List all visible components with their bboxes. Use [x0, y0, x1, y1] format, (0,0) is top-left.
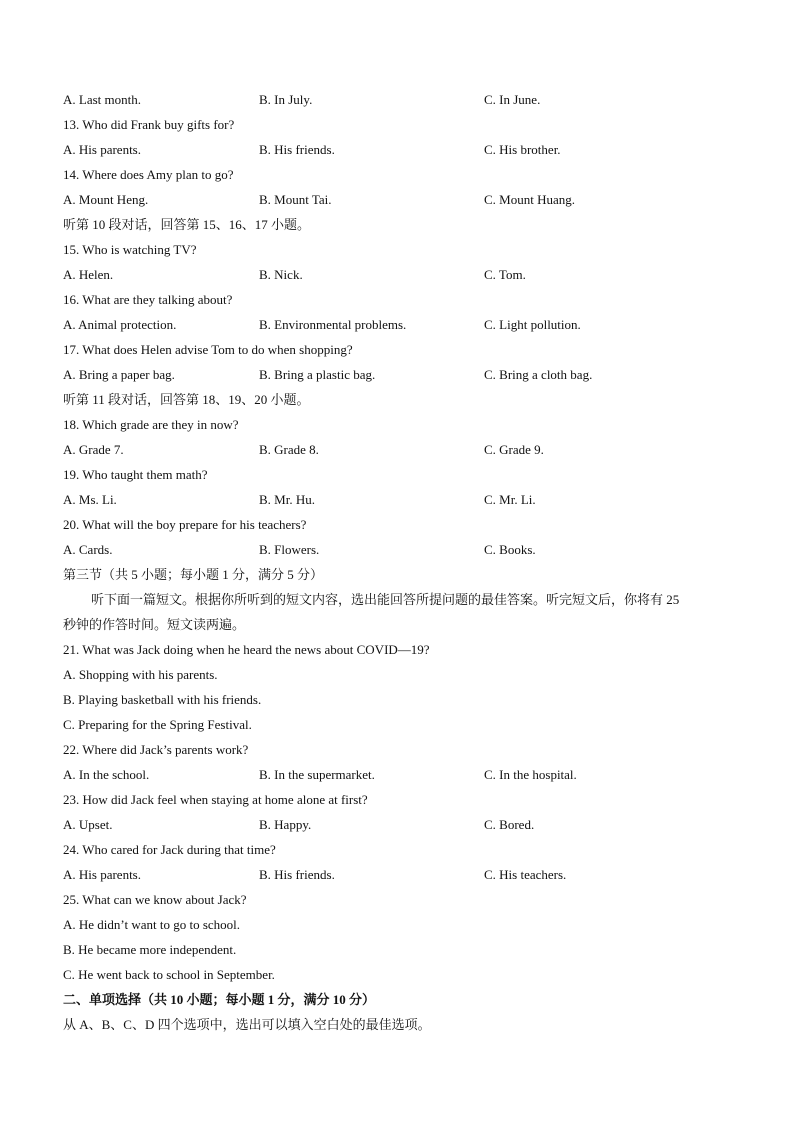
option-c: C. Tom. [484, 267, 526, 282]
section-heading: 二、单项选择（共 10 小题；每小题 1 分，满分 10 分） [63, 992, 376, 1007]
option-c: C. Bored. [484, 817, 535, 832]
text-line: 从 A、B、C、D 四个选项中，选出可以填入空白处的最佳选项。 [63, 1017, 431, 1032]
option-c: C. Bring a cloth bag. [484, 367, 593, 382]
option-a: A. His parents. [63, 867, 141, 882]
option-b: B. Nick. [259, 267, 303, 282]
text-line: 22. Where did Jack’s parents work? [63, 742, 249, 757]
option-c: C. Grade 9. [484, 442, 544, 457]
answer-options-row [63, 87, 743, 112]
answer-options-row [63, 862, 743, 887]
option-a: A. In the school. [63, 767, 150, 782]
option-c: C. Books. [484, 542, 536, 557]
option-a: A. Cards. [63, 542, 113, 557]
option-b: B. Flowers. [259, 542, 320, 557]
text-line: 23. How did Jack feel when staying at home alone at first? [63, 792, 368, 807]
option-b: B. In the supermarket. [259, 767, 375, 782]
text-line: C. Preparing for the Spring Festival. [63, 717, 252, 732]
text-line: 25. What can we know about Jack? [63, 892, 247, 907]
option-b: B. His friends. [259, 867, 335, 882]
text-line: B. Playing basketball with his friends. [63, 692, 262, 707]
text-line: 19. Who taught them math? [63, 467, 208, 482]
text-line: 16. What are they talking about? [63, 292, 233, 307]
text-line: 21. What was Jack doing when he heard the news about COVID—19? [63, 642, 430, 657]
option-a: A. His parents. [63, 142, 141, 157]
answer-options-row [63, 812, 743, 837]
option-b: B. Happy. [259, 817, 312, 832]
text-line: 17. What does Helen advise Tom to do when shopping? [63, 342, 353, 357]
section-instructions: 听下面一篇短文。根据你所听到的短文内容，选出能回答所提问题的最佳答案。听完短文后，你将有 25 [91, 592, 680, 607]
option-b: B. In July. [259, 92, 313, 107]
exam-page [63, 87, 743, 1037]
answer-options-row [63, 187, 743, 212]
answer-options-row [63, 137, 743, 162]
option-a: A. Bring a paper bag. [63, 367, 175, 382]
text-line: 13. Who did Frank buy gifts for? [63, 117, 235, 132]
option-c: C. Light pollution. [484, 317, 581, 332]
option-b: B. His friends. [259, 142, 335, 157]
option-a: A. Last month. [63, 92, 141, 107]
option-c: C. In the hospital. [484, 767, 577, 782]
answer-options-row [63, 362, 743, 387]
answer-options-row [63, 437, 743, 462]
answer-options-row [63, 537, 743, 562]
text-line: 第三节（共 5 小题；每小题 1 分，满分 5 分） [63, 567, 324, 582]
answer-options-row [63, 762, 743, 787]
option-a: A. Animal protection. [63, 317, 177, 332]
text-line: A. Shopping with his parents. [63, 667, 218, 682]
option-c: C. In June. [484, 92, 541, 107]
option-a: A. Mount Heng. [63, 192, 149, 207]
text-line: 15. Who is watching TV? [63, 242, 197, 257]
answer-options-row [63, 312, 743, 337]
option-c: C. His teachers. [484, 867, 567, 882]
option-b: B. Environmental problems. [259, 317, 407, 332]
text-line: 秒钟的作答时间。短文读两遍。 [63, 617, 246, 632]
option-a: A. Upset. [63, 817, 113, 832]
option-b: B. Mr. Hu. [259, 492, 315, 507]
text-line: 听第 11 段对话，回答第 18、19、20 小题。 [63, 392, 310, 407]
option-c: C. Mr. Li. [484, 492, 536, 507]
option-b: B. Bring a plastic bag. [259, 367, 376, 382]
option-a: A. Ms. Li. [63, 492, 117, 507]
text-line: A. He didn’t want to go to school. [63, 917, 241, 932]
answer-options-row [63, 487, 743, 512]
text-line: 14. Where does Amy plan to go? [63, 167, 234, 182]
text-line: 24. Who cared for Jack during that time? [63, 842, 276, 857]
option-c: C. His brother. [484, 142, 561, 157]
option-a: A. Helen. [63, 267, 114, 282]
text-line: 听第 10 段对话，回答第 15、16、17 小题。 [63, 217, 311, 232]
option-b: B. Mount Tai. [259, 192, 332, 207]
text-line: 18. Which grade are they in now? [63, 417, 239, 432]
text-line: C. He went back to school in September. [63, 967, 275, 982]
option-c: C. Mount Huang. [484, 192, 575, 207]
option-b: B. Grade 8. [259, 442, 319, 457]
answer-options-row [63, 262, 743, 287]
text-line: 20. What will the boy prepare for his teachers? [63, 517, 307, 532]
option-a: A. Grade 7. [63, 442, 124, 457]
text-line: B. He became more independent. [63, 942, 237, 957]
